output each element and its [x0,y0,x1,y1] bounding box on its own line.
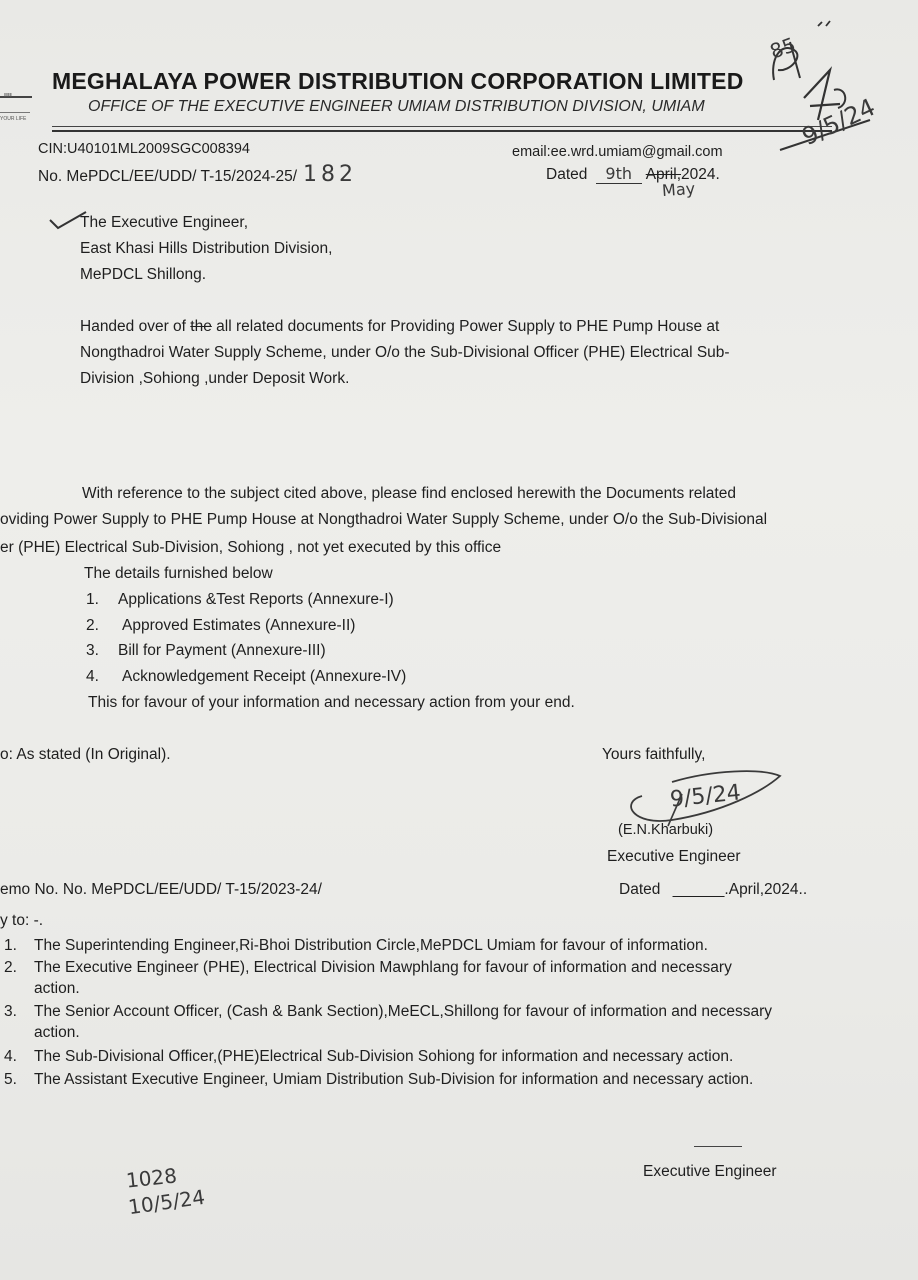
copy-item [4,1048,733,1066]
header-rule-thin [52,126,832,127]
subject-line-3: Division ,Sohiong ,under Deposit Work. [80,370,350,387]
subject-line-1 [80,318,719,336]
copy-to-label: y to: -. [0,912,44,929]
copy-item-number: 5. [4,1071,17,1088]
signature-date-handwritten: 9/5/24 [668,780,742,813]
list-item-number: 1. [86,591,99,608]
details-intro: The details furnished below [84,565,273,582]
date-year: 2024. [681,166,720,183]
footer-designation: Executive Engineer [643,1163,777,1180]
copy-item [4,959,732,977]
signatory-name: (E.N.Kharbuki) [618,822,714,838]
cin-number: CIN:U40101ML2009SGC008394 [38,141,250,157]
memo-date [619,881,807,899]
list-item-number: 4. [86,668,99,685]
date-month-struck: April, [645,166,682,183]
corner-note-date: 9/5/24 [797,92,880,152]
memo-dated-label: Dated [619,881,661,898]
list-item [86,617,355,635]
organization-name: MEGHALAYA POWER DISTRIBUTION CORPORATION LIMITED [52,68,744,94]
copy-item-text: The Senior Account Officer, (Cash & Bank Section),MeECL,Shillong for favour of information and necessary [34,1003,773,1020]
memo-dated-blank: ______ [672,881,725,898]
list-item-text: Bill for Payment (Annexure-III) [118,642,326,659]
logo-mark-icon: ıııı [4,92,12,99]
body-line-2: oviding Power Supply to PHE Pump House at Nongthadroi Water Supply Scheme, under O/o the Sub-Divisional [0,511,768,528]
yours-faithfully: Yours faithfully, [602,746,706,763]
copy-item-text: The Superintending Engineer,Ri-Bhoi Distribution Circle,MePDCL Umiam for favour of information. [34,937,708,954]
copy-item-continuation: action. [34,1024,80,1041]
logo-caption: YOUR LIFE [0,116,27,122]
office-name: OFFICE OF THE EXECUTIVE ENGINEER UMIAM DISTRIBUTION DIVISION, UMIAM [88,98,705,115]
footer-signature-line [694,1146,742,1147]
addressee-line-2: East Khasi Hills Distribution Division, [80,240,333,257]
copy-item [4,1071,753,1089]
subject-line-1-start: Handed over of [80,318,191,335]
subject-line-1-end: all related documents for Providing Power Supply to PHE Pump House at [211,318,720,335]
list-item-number: 2. [86,617,99,634]
subject-struck-word: the [190,318,212,335]
memo-dated-rest: .April,2024.. [724,881,808,898]
reference-number-handwritten: 182 [303,162,358,187]
body-line-3: er (PHE) Electrical Sub-Division, Sohiong , not yet executed by this office [0,539,502,556]
list-item-text: Applications &Test Reports (Annexure-I) [118,591,394,608]
memo-number: emo No. No. MePDCL/EE/UDD/ T-15/2023-24/ [0,881,322,898]
body-line-1: With reference to the subject cited above, please find enclosed herewith the Documents related [82,485,736,502]
addressee-line-1: The Executive Engineer, [80,214,249,231]
copy-item-text: The Assistant Executive Engineer, Umiam Distribution Sub-Division for information and necessary action. [34,1071,754,1088]
reference-number-text: No. MePDCL/EE/UDD/ T-15/2024-25/ [38,168,298,185]
list-item-text: Acknowledgement Receipt (Annexure-IV) [122,668,407,685]
list-item [86,591,394,609]
copy-item [4,937,708,955]
corner-note-number: 85 [766,32,799,64]
list-item-text: Approved Estimates (Annexure-II) [122,617,356,634]
copy-item-text: The Executive Engineer (PHE), Electrical Division Mawphlang for favour of information and necessary [34,959,732,976]
enclosure-line: o: As stated (In Original). [0,746,171,763]
list-item [86,668,406,686]
addressee-line-3: MePDCL Shillong. [80,266,207,283]
copy-item-number: 1. [4,937,17,954]
dated-label: Dated [546,166,588,183]
handwritten-note-top: 1028 [124,1163,179,1193]
date-month-handwritten: May [661,178,696,201]
signatory-designation: Executive Engineer [607,848,741,865]
header-rule-thick [52,130,832,132]
closing-line: This for favour of your information and necessary action from your end. [88,694,575,711]
list-item-number: 3. [86,642,99,659]
copy-item-number: 4. [4,1048,17,1065]
subject-line-2: Nongthadroi Water Supply Scheme, under O/o the Sub-Divisional Officer (PHE) Electrical Sub- [80,344,730,361]
company-logo [0,90,34,124]
email-address: email:ee.wrd.umiam@gmail.com [512,144,723,160]
copy-item [4,1003,772,1021]
copy-item-number: 2. [4,959,17,976]
handwritten-note-bottom: 10/5/24 [126,1184,207,1220]
reference-number [38,162,357,187]
date-day-handwritten: 9th [596,164,642,184]
copy-item-continuation: action. [34,980,80,997]
copy-item-number: 3. [4,1003,17,1020]
list-item [86,642,326,660]
copy-item-text: The Sub-Divisional Officer,(PHE)Electrical Sub-Division Sohiong for information and necessary action. [34,1048,734,1065]
